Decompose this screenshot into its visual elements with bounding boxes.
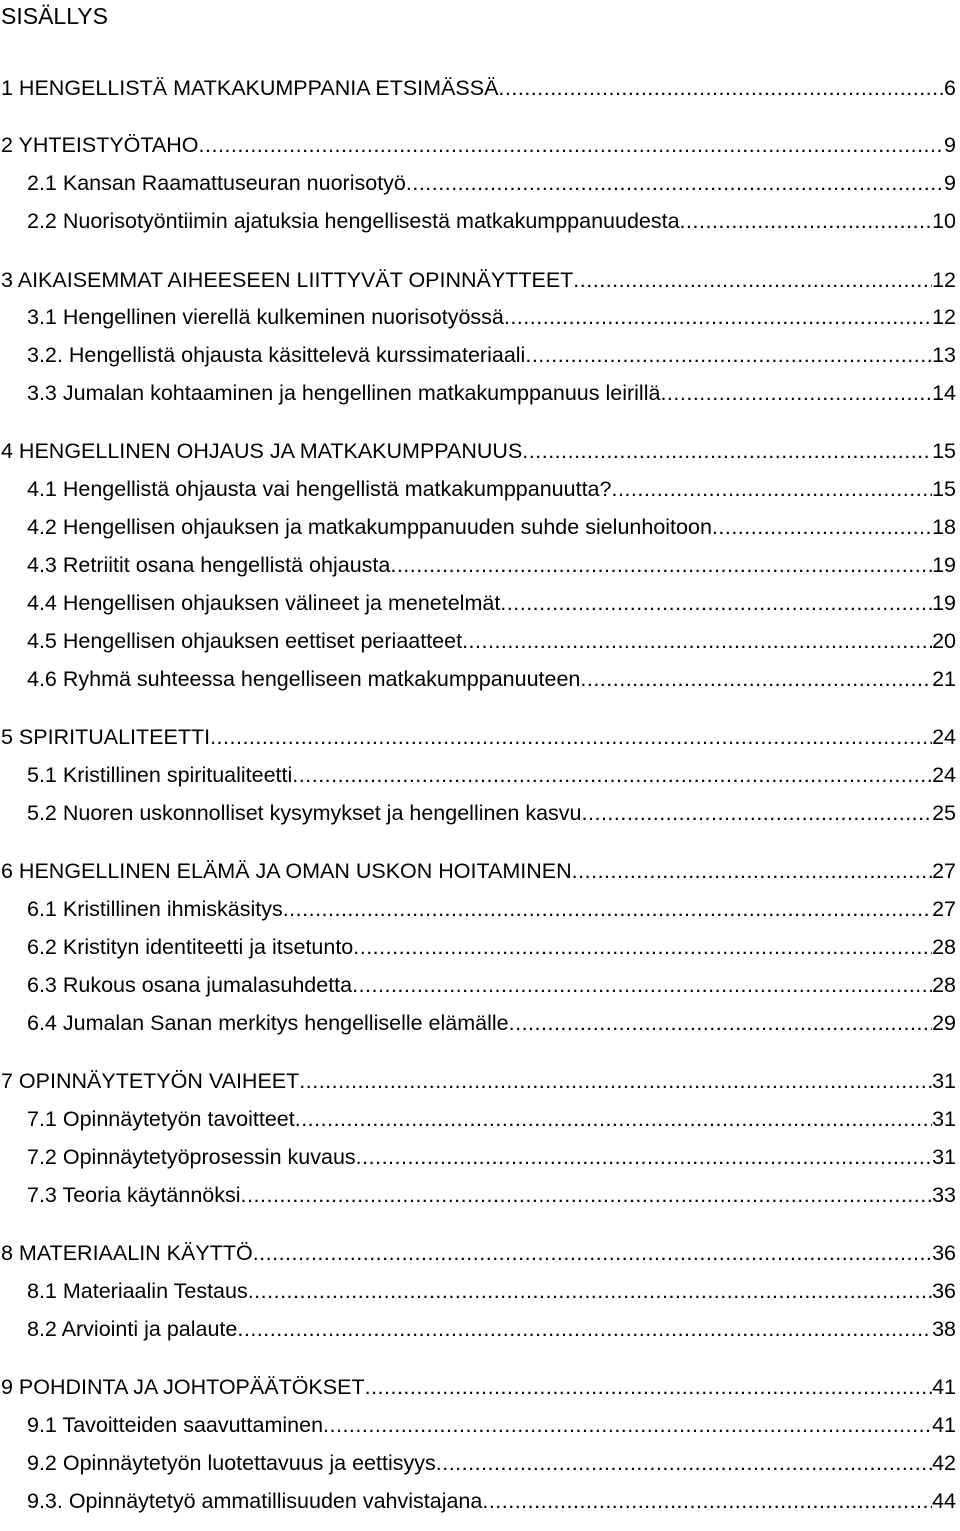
- toc-entry[interactable]: [27, 379, 956, 407]
- toc-page-number: 12: [932, 268, 956, 292]
- toc-entry[interactable]: [27, 1277, 956, 1305]
- toc-dot-leader: [525, 341, 932, 369]
- toc-dot-leader: [365, 1373, 932, 1401]
- toc-page-number: 20: [932, 629, 956, 653]
- toc-entry[interactable]: [27, 589, 956, 617]
- toc-entry-label: 7.1 Opinnäytetyön tavoitteet: [27, 1107, 295, 1131]
- toc-entry-label: 6.3 Rukous osana jumalasuhdetta: [27, 973, 353, 997]
- toc-heading: SISÄLLYS: [1, 3, 108, 29]
- toc-entry-label: 4.5 Hengellisen ohjauksen eettiset periaatteet: [27, 629, 463, 653]
- toc-dot-leader: [573, 266, 932, 294]
- toc-entry-label: 2.2 Nuorisotyöntiimin ajatuksia hengellisestä matkakumppanuudesta: [27, 209, 680, 233]
- toc-entry-label: 3.3 Jumalan kohtaaminen ja hengellinen matkakumppanuus leirillä: [27, 381, 661, 405]
- toc-page-number: 15: [932, 439, 956, 463]
- toc-entry-label: 9.3. Opinnäytetyö ammatillisuuden vahvistajana: [27, 1489, 483, 1513]
- toc-entry[interactable]: [27, 1449, 956, 1477]
- toc-page-number: 41: [932, 1375, 956, 1399]
- toc-dot-leader: [436, 1449, 932, 1477]
- toc-entry[interactable]: [27, 207, 956, 235]
- toc-dot-leader: [580, 665, 932, 693]
- toc-dot-leader: [406, 169, 944, 197]
- toc-dot-leader: [299, 1067, 932, 1095]
- toc-entry[interactable]: [1, 437, 956, 465]
- toc-entry-label: 1 HENGELLISTÄ MATKAKUMPPANIA ETSIMÄSSÄ: [1, 76, 499, 100]
- toc-entry[interactable]: [27, 1143, 956, 1171]
- toc-dot-leader: [498, 74, 944, 102]
- toc-dot-leader: [500, 589, 932, 617]
- toc-entry-label: 4.2 Hengellisen ohjauksen ja matkakumppanuuden suhde sielunhoitoon: [27, 515, 712, 539]
- toc-entry-label: 7.3 Teoria käytännöksi: [27, 1183, 241, 1207]
- toc-entry-label: 5.2 Nuoren uskonnolliset kysymykset ja hengellinen kasvu: [27, 801, 582, 825]
- toc-entry[interactable]: [27, 799, 956, 827]
- toc-page-number: 12: [932, 305, 956, 329]
- toc-entry-label: 5.1 Kristillinen spiritualiteetti: [27, 763, 293, 787]
- toc-page-number: 15: [932, 477, 956, 501]
- toc-entry-label: 6.2 Kristityn identiteetti ja itsetunto: [27, 935, 354, 959]
- toc-page-number: 9: [944, 133, 956, 157]
- toc-page-number: 33: [932, 1183, 956, 1207]
- toc-entry[interactable]: [27, 169, 956, 197]
- toc-entry-label: 3 AIKAISEMMAT AIHEESEEN LIITTYVÄT OPINNÄYTTEET: [1, 268, 574, 292]
- toc-dot-leader: [323, 1411, 932, 1439]
- toc-entry-label: 9 POHDINTA JA JOHTOPÄÄTÖKSET: [1, 1375, 365, 1399]
- toc-page-number: 42: [932, 1451, 956, 1475]
- toc-entry[interactable]: [27, 303, 956, 331]
- toc-entry-label: 4.6 Ryhmä suhteessa hengelliseen matkakumppanuuteen: [27, 667, 581, 691]
- toc-entry-label: 4.1 Hengellistä ohjausta vai hengellistä matkakumppanuutta?: [27, 477, 612, 501]
- toc-entry-label: 4.3 Retriitit osana hengellistä ohjausta: [27, 553, 391, 577]
- toc-entry[interactable]: [27, 933, 956, 961]
- toc-page-number: 27: [932, 897, 956, 921]
- toc-page-number: 31: [932, 1107, 956, 1131]
- toc-entry[interactable]: [1, 1067, 956, 1095]
- toc-page-number: 41: [932, 1413, 956, 1437]
- toc-entry[interactable]: [27, 1487, 956, 1515]
- toc-entry[interactable]: [1, 857, 956, 885]
- toc-entry[interactable]: [27, 1411, 956, 1439]
- toc-page-number: 31: [932, 1145, 956, 1169]
- toc-page-number: 28: [932, 935, 956, 959]
- toc-dot-leader: [292, 761, 932, 789]
- toc-page-number: 28: [932, 973, 956, 997]
- toc-dot-leader: [353, 933, 932, 961]
- toc-entry-label: 4 HENGELLINEN OHJAUS JA MATKAKUMPPANUUS: [1, 439, 523, 463]
- toc-dot-leader: [199, 131, 945, 159]
- toc-dot-leader: [352, 971, 932, 999]
- toc-dot-leader: [712, 513, 932, 541]
- toc-page-number: 9: [944, 171, 956, 195]
- toc-entry-label: 3.2. Hengellistä ohjausta käsittelevä kurssimateriaali: [27, 343, 526, 367]
- toc-entry[interactable]: [1, 1373, 956, 1401]
- toc-entry-label: 7.2 Opinnäytetyöprosessin kuvaus: [27, 1145, 356, 1169]
- toc-entry[interactable]: [27, 1009, 956, 1037]
- toc-dot-leader: [680, 207, 933, 235]
- toc-entry[interactable]: [27, 341, 956, 369]
- toc-dot-leader: [462, 627, 932, 655]
- toc-page-number: 13: [932, 343, 956, 367]
- toc-dot-leader: [482, 1487, 932, 1515]
- toc-page-number: 10: [932, 209, 956, 233]
- toc-page-number: 14: [932, 381, 956, 405]
- toc-dot-leader: [253, 1239, 932, 1267]
- toc-dot-leader: [237, 1315, 932, 1343]
- toc-page-number: 24: [932, 725, 956, 749]
- toc-entry-label: 7 OPINNÄYTETYÖN VAIHEET: [1, 1069, 300, 1093]
- toc-page-number: 25: [932, 801, 956, 825]
- toc-page-number: 36: [932, 1279, 956, 1303]
- toc-dot-leader: [283, 895, 932, 923]
- toc-entry-label: 9.1 Tavoitteiden saavuttaminen: [27, 1413, 324, 1437]
- toc-entry-label: 8.2 Arviointi ja palaute: [27, 1317, 238, 1341]
- toc-dot-leader: [509, 1009, 932, 1037]
- toc-dot-leader: [522, 437, 932, 465]
- toc-entry-label: 4.4 Hengellisen ohjauksen välineet ja menetelmät: [27, 591, 501, 615]
- toc-entry-label: 2.1 Kansan Raamattuseuran nuorisotyö: [27, 171, 406, 195]
- toc-dot-leader: [390, 551, 932, 579]
- toc-dot-leader: [241, 1181, 933, 1209]
- toc-page-number: 21: [932, 667, 956, 691]
- toc-dot-leader: [210, 723, 932, 751]
- toc-entry[interactable]: [1, 131, 956, 159]
- toc-entry[interactable]: [27, 1181, 956, 1209]
- toc-dot-leader: [582, 799, 933, 827]
- toc-entry-label: 6.1 Kristillinen ihmiskäsitys: [27, 897, 283, 921]
- toc-entry-label: 9.2 Opinnäytetyön luotettavuus ja eettisyys: [27, 1451, 436, 1475]
- toc-entry-label: 6.4 Jumalan Sanan merkitys hengelliselle elämälle: [27, 1011, 509, 1035]
- toc-entry-label: 3.1 Hengellinen vierellä kulkeminen nuorisotyössä: [27, 305, 504, 329]
- toc-entry-label: 8.1 Materiaalin Testaus: [27, 1279, 248, 1303]
- toc-page-number: 19: [932, 553, 956, 577]
- toc-dot-leader: [356, 1143, 932, 1171]
- toc-entry-label: 6 HENGELLINEN ELÄMÄ JA OMAN USKON HOITAMINEN: [1, 859, 572, 883]
- toc-entry-label: 2 YHTEISTYÖTAHO: [1, 133, 199, 157]
- toc-page-number: 18: [932, 515, 956, 539]
- toc-entry[interactable]: [27, 971, 956, 999]
- toc-dot-leader: [504, 303, 932, 331]
- toc-dot-leader: [248, 1277, 932, 1305]
- toc-page-number: 29: [932, 1011, 956, 1035]
- toc-page-number: 27: [932, 859, 956, 883]
- toc-entry[interactable]: [1, 266, 956, 294]
- toc-entry[interactable]: [27, 1105, 956, 1133]
- toc-entry[interactable]: [1, 723, 956, 751]
- toc-entry[interactable]: [27, 551, 956, 579]
- toc-entry-label: 5 SPIRITUALITEETTI: [1, 725, 211, 749]
- toc-page-number: 24: [932, 763, 956, 787]
- toc-page-number: 38: [932, 1317, 956, 1341]
- toc-entry[interactable]: [27, 475, 956, 503]
- toc-entry[interactable]: [1, 1239, 956, 1267]
- toc-page-number: 6: [944, 76, 956, 100]
- toc-page-number: 36: [932, 1241, 956, 1265]
- toc-entry[interactable]: [27, 665, 956, 693]
- toc-entry[interactable]: [27, 627, 956, 655]
- toc-entry-label: 8 MATERIAALIN KÄYTTÖ: [1, 1241, 253, 1265]
- toc-entry[interactable]: [27, 761, 956, 789]
- toc-dot-leader: [660, 379, 932, 407]
- toc-page-number: 31: [932, 1069, 956, 1093]
- toc-page-number: 44: [932, 1489, 956, 1513]
- toc-entry[interactable]: [27, 513, 956, 541]
- toc-entry[interactable]: [27, 895, 956, 923]
- toc-dot-leader: [295, 1105, 932, 1133]
- toc-entry[interactable]: [1, 74, 956, 102]
- toc-dot-leader: [572, 857, 932, 885]
- toc-page-number: 19: [932, 591, 956, 615]
- toc-entry[interactable]: [27, 1315, 956, 1343]
- toc-dot-leader: [611, 475, 932, 503]
